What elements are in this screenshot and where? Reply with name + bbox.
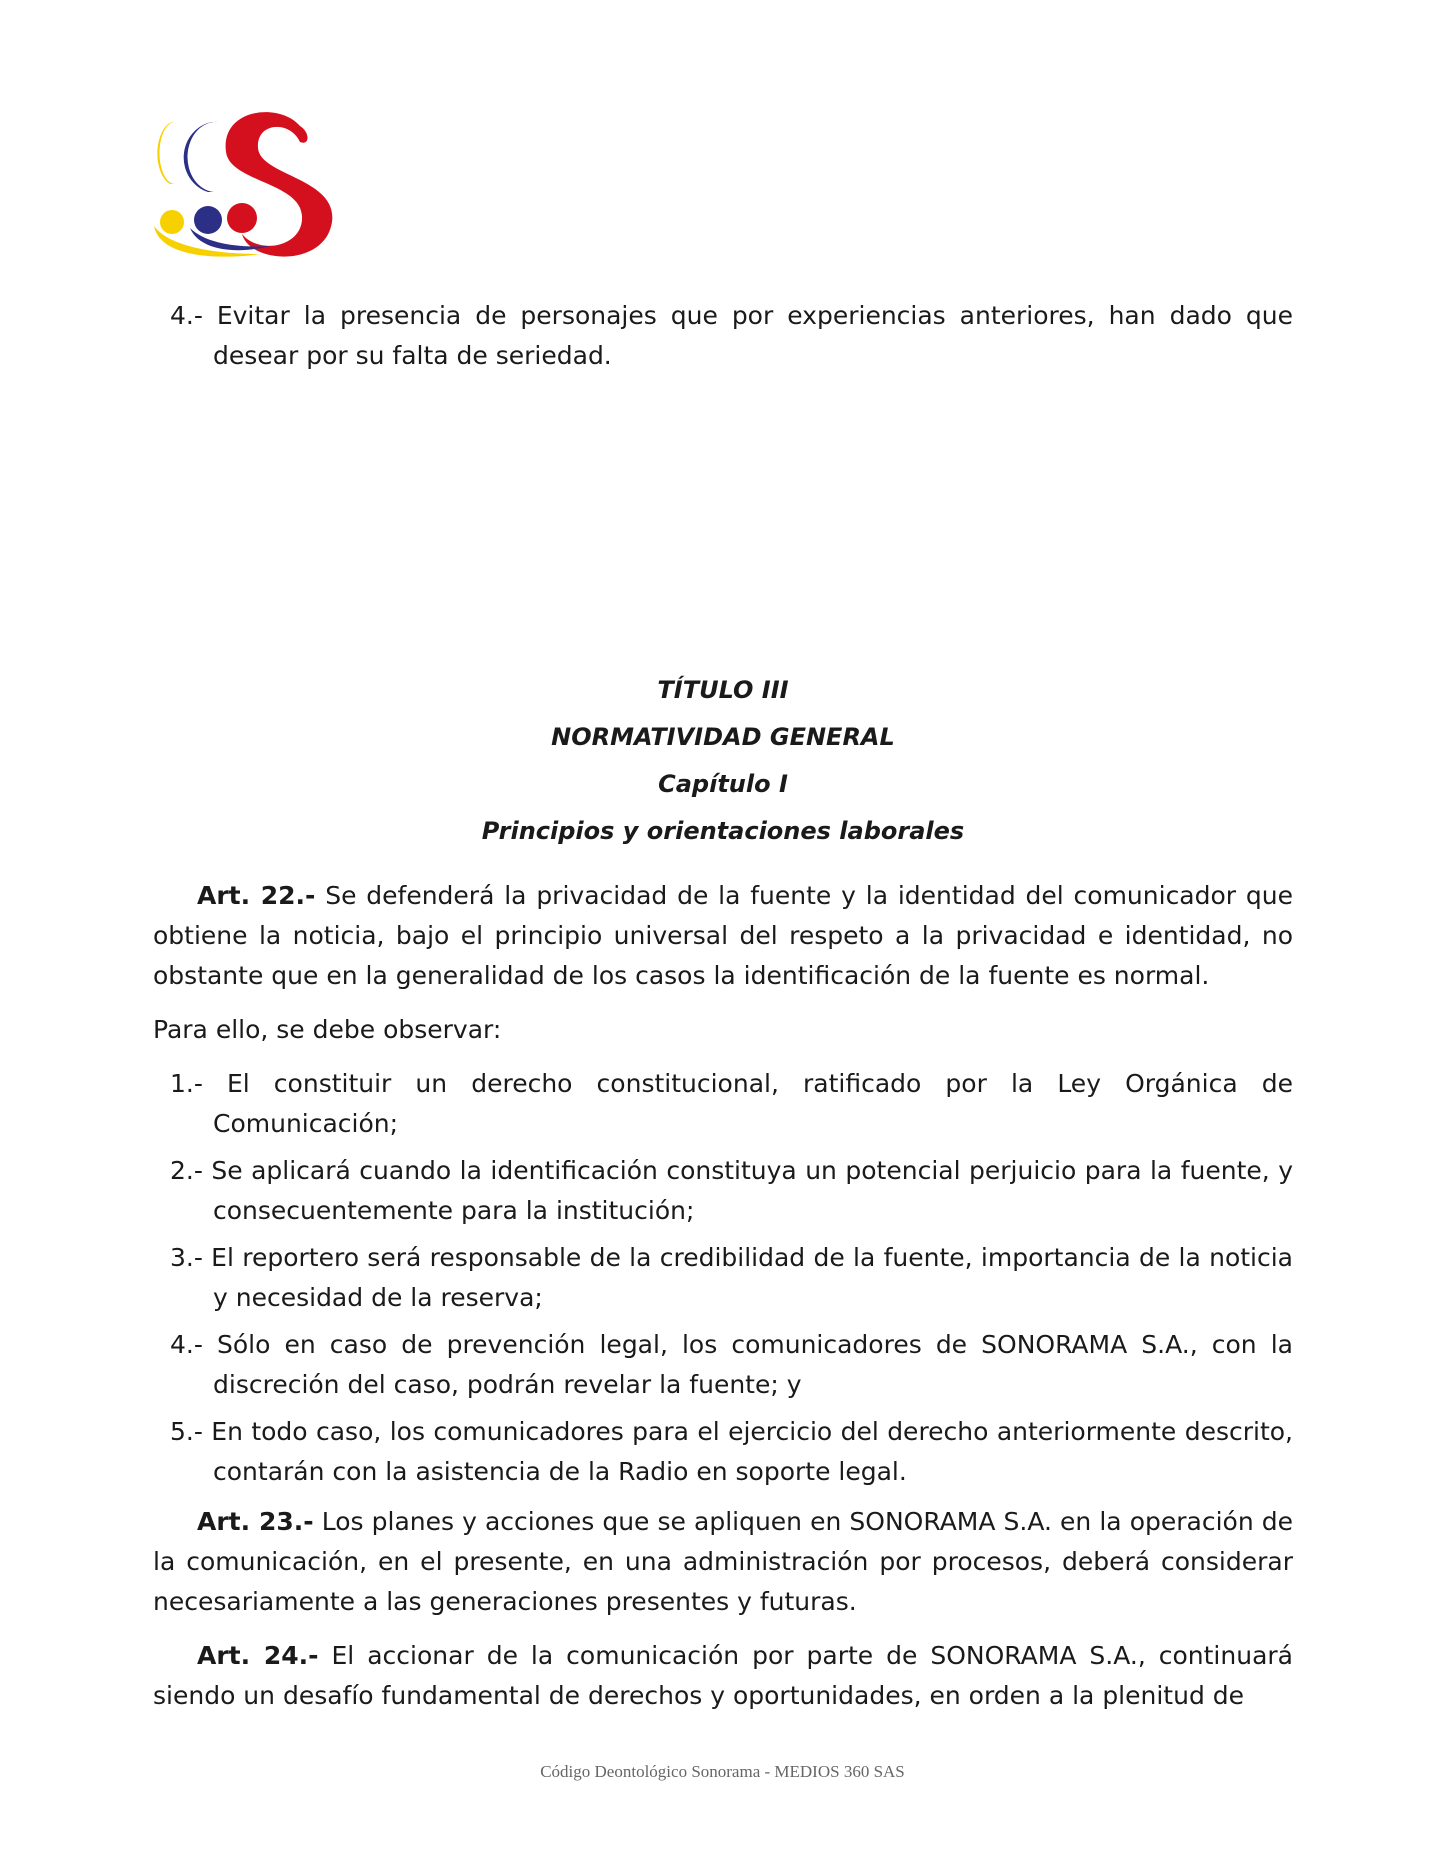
logo-blue-dot [194, 206, 222, 234]
article-22 [153, 876, 1293, 996]
list-item: 4.- Sólo en caso de prevención legal, los comunicadores de SONORAMA S.A., con la discreción del caso, podrán revelar la fuente; y [170, 1330, 1293, 1399]
article-23-text: Los planes y acciones que se apliquen en SONORAMA S.A. en la operación de la comunicación, en el presente, en una administración por procesos, deberá considerar necesariamente a las generaciones presentes y futuras. [153, 1507, 1294, 1616]
list-item: 1.- El constituir un derecho constitucional, ratificado por la Ley Orgánica de Comunicación; [170, 1069, 1293, 1138]
logo-red-dot [227, 203, 257, 233]
sonorama-logo [150, 108, 340, 268]
list-item: 5.- En todo caso, los comunicadores para el ejercicio del derecho anteriormente descrito, contarán con la asistencia de la Radio en soporte legal. [170, 1417, 1293, 1486]
logo-yellow-arc [157, 122, 176, 184]
numbered-list [153, 1064, 1293, 1492]
article-22-label: Art. 22.- [197, 881, 316, 910]
list-item: 4.- Evitar la presencia de personajes que por experiencias anteriores, han dado que desear por su falta de seriedad. [170, 301, 1293, 370]
chapter-heading: Capítulo I [658, 770, 788, 798]
intro-text: Para ello, se debe observar: [153, 1015, 502, 1044]
chapter-name-heading: Principios y orientaciones laborales [481, 817, 965, 845]
subtitle-heading: NORMATIVIDAD GENERAL [551, 723, 895, 751]
top-section [153, 296, 1293, 376]
article-24 [153, 1636, 1293, 1716]
logo-red-s [226, 112, 333, 257]
list-item: 2.- Se aplicará cuando la identificación constituya un potencial perjuicio para la fuente, y consecuentemente para la institución; [170, 1156, 1293, 1225]
logo-yellow-dot [160, 210, 184, 234]
article-22-text: Se defenderá la privacidad de la fuente y la identidad del comunicador que obtiene la noticia, bajo el principio universal del respeto a la privacidad e identidad, no obstante que en la generalidad de los casos la identificación de la fuente es normal. [153, 881, 1293, 990]
title-heading: TÍTULO III [657, 676, 789, 704]
logo-blue-arc [184, 122, 218, 192]
article-23 [153, 1502, 1293, 1622]
list-item: 3.- El reportero será responsable de la credibilidad de la fuente, importancia de la noticia y necesidad de la reserva; [170, 1243, 1293, 1312]
page-footer: Código Deontológico Sonorama - MEDIOS 360 SAS [540, 1762, 905, 1781]
article-24-text: El accionar de la comunicación por parte de SONORAMA S.A., continuará siendo un desafío fundamental de derechos y oportunidades, en orden a la plenitud de [153, 1641, 1293, 1710]
article-24-label: Art. 24.- [197, 1641, 319, 1670]
article-23-label: Art. 23.- [197, 1507, 314, 1536]
